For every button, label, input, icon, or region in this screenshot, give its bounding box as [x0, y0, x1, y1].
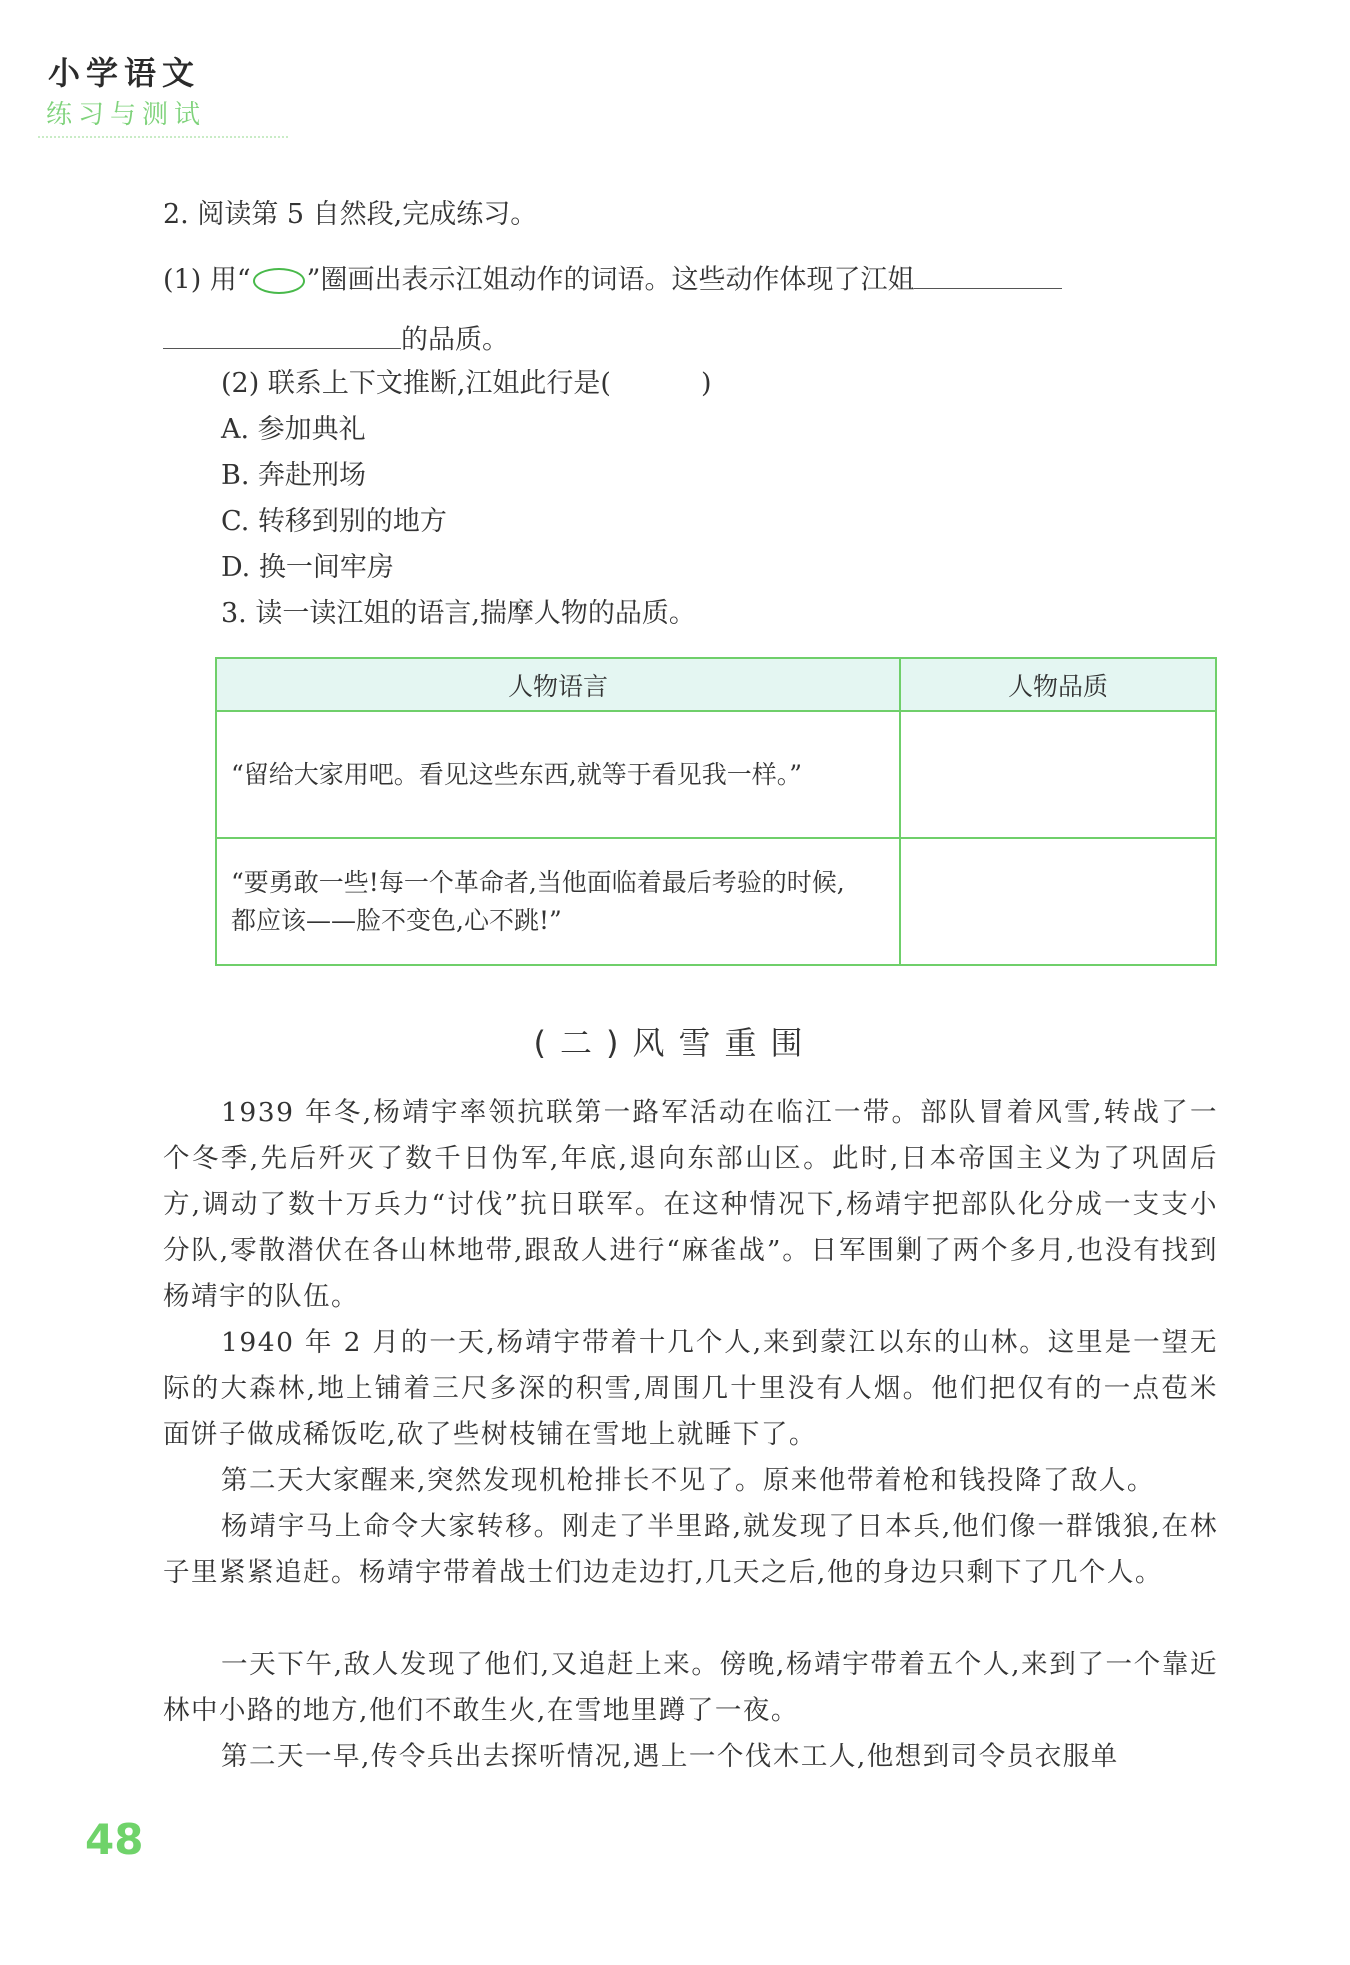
character-quality-table [215, 657, 1217, 966]
section-title: (二)风雪重围 [533, 1024, 817, 1062]
book-subtitle: 练习与测试 [46, 100, 207, 130]
page-number: 48 [85, 1815, 144, 1864]
book-header [38, 48, 298, 143]
question-2-1 [163, 258, 1062, 299]
question-2-2-text-b: ) [700, 368, 712, 399]
book-title: 小学语文 [48, 54, 201, 92]
answer-blank-2[interactable] [163, 318, 401, 349]
paragraph-3: 第二天大家醒来,突然发现机枪排长不见了。原来他带着枪和钱投降了敌人。 [221, 1465, 1155, 1496]
option-d: D. 换一间牢房 [221, 552, 394, 583]
question-2-2-stem [221, 365, 712, 403]
header-character-language: 人物语言 [216, 658, 900, 711]
option-c: C. 转移到别的地方 [221, 506, 447, 537]
language-cell-2-line-1: “要勇敢一些!每一个革命者,当他面临着最后考验的时候, [231, 868, 845, 897]
table-row [216, 711, 1216, 838]
paragraph-2: 1940 年 2 月的一天,杨靖宇带着十几个人,来到蒙江以东的山林。这里是一望无际的大森林,地上铺着三尺多深的积雪,周围几十里没有人烟。他们把仅有的一点苞米面饼子做成稀饭吃,砍了些树枝铺在雪地上就睡下了。 [163, 1327, 1218, 1450]
question-2-1-text-c: 的品质。 [401, 324, 509, 356]
option-a: A. 参加典礼 [221, 414, 366, 445]
language-cell-1: “留给大家用吧。看见这些东西,就等于看见我一样。” [216, 711, 900, 838]
table-row [216, 838, 1216, 965]
question-2-title: 2. 阅读第 5 自然段,完成练习。 [163, 199, 538, 230]
header-divider [38, 136, 288, 138]
table-header-row [216, 658, 1216, 711]
question-2-2-text-a: (2) 联系上下文推断,江姐此行是( [221, 368, 611, 399]
answer-blank-1[interactable] [914, 258, 1062, 289]
language-cell-2 [216, 838, 900, 965]
question-2-1-text-a: (1) 用“ [163, 264, 251, 296]
paragraph-5: 一天下午,敌人发现了他们,又追赶上来。傍晚,杨靖宇带着五个人,来到了一个靠近林中小路的地方,他们不敢生火,在雪地里蹲了一夜。 [163, 1649, 1218, 1726]
language-cell-2-line-2: 都应该——脸不变色,心不跳!” [231, 905, 562, 935]
question-2-1-text-b: ”圈画出表示江姐动作的词语。这些动作体现了江姐 [306, 264, 915, 296]
paragraph-1: 1939 年冬,杨靖宇率领抗联第一路军活动在临江一带。部队冒着风雪,转战了一个冬季,先后歼灭了数千日伪军,年底,退向东部山区。此时,日本帝国主义为了巩固后方,调动了数十万兵力“讨伐”抗日联军。在这种情况下,杨靖宇把部队化分成一支支小分队,零散潜伏在各山林地带,跟敌人进行“麻雀战”。日军围剿了两个多月,也没有找到杨靖宇的队伍。 [163, 1097, 1218, 1312]
question-2-1-continued [163, 318, 509, 359]
circle-mark-icon [253, 268, 305, 294]
quality-answer-cell-2[interactable] [900, 838, 1216, 965]
question-3-title: 3. 读一读江姐的语言,揣摩人物的品质。 [221, 598, 696, 629]
paragraph-6: 第二天一早,传令兵出去探听情况,遇上一个伐木工人,他想到司令员衣服单 [221, 1741, 1119, 1772]
quality-answer-cell-1[interactable] [900, 711, 1216, 838]
header-character-quality: 人物品质 [900, 658, 1216, 711]
paragraph-4: 杨靖宇马上命令大家转移。刚走了半里路,就发现了日本兵,他们像一群饿狼,在林子里紧紧追赶。杨靖宇带着战士们边走边打,几天之后,他的身边只剩下了几个人。 [163, 1511, 1218, 1588]
option-b: B. 奔赴刑场 [221, 460, 367, 491]
